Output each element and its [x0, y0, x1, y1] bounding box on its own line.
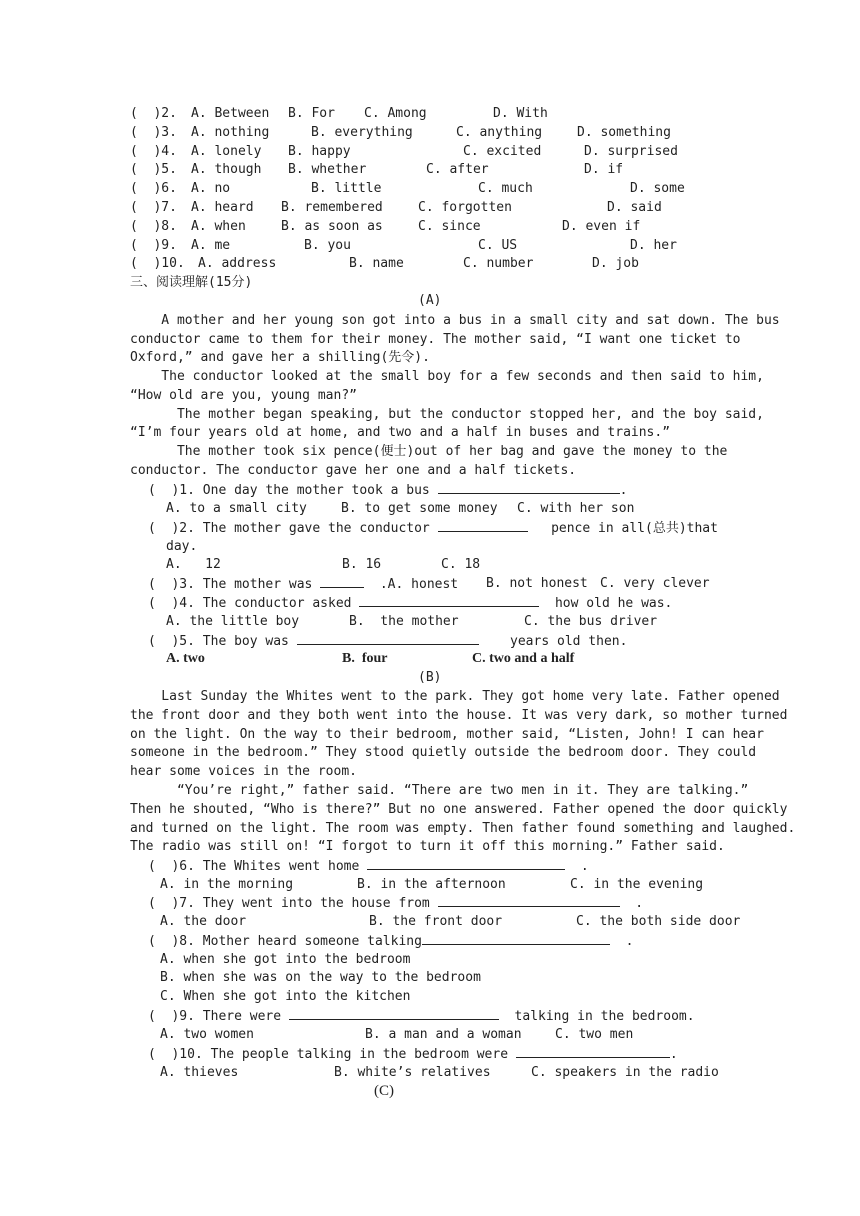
cloze-option-a: A. address [198, 256, 277, 272]
q2-option-a: A. 12 [166, 557, 221, 572]
passage-line: hear some voices in the room. [130, 764, 357, 780]
q9-option-b: B. a man and a woman [365, 1027, 522, 1042]
cloze-option-d: D. some [630, 181, 685, 197]
q3-option-c: C. very clever [600, 576, 710, 591]
q4-option-b: B. the mother [349, 614, 459, 629]
q2-continuation: day. [166, 539, 198, 554]
question-7: ( )7. They went into the house from . [148, 896, 644, 911]
passage-line: “I’m four years old at home, and two and a half in buses and trains.” [130, 425, 671, 441]
cloze-option-c: C. since [418, 218, 481, 234]
q10-option-a: A. thieves [160, 1065, 239, 1080]
cloze-question-number: ( )9. [130, 237, 177, 253]
answer-blank[interactable] [367, 857, 565, 870]
cloze-option-b: B. little [311, 181, 382, 197]
cloze-option-a: A. lonely [191, 143, 262, 159]
answer-blank[interactable] [320, 575, 364, 588]
cloze-option-b: B. For [288, 106, 335, 121]
cloze-question-number: ( )6. [130, 181, 177, 197]
passage-b-label: (B) [418, 670, 442, 685]
q5-option-c: C. two and a half [472, 651, 575, 666]
passage-a-label: (A) [418, 293, 442, 308]
cloze-question-number: ( )8. [130, 218, 177, 234]
cloze-option-d: D. something [577, 124, 671, 140]
question-3: ( )3. The mother was .A. honest [148, 577, 459, 592]
q2-option-b: B. 16 [342, 557, 382, 572]
cloze-option-b: B. remembered [281, 200, 383, 215]
passage-line: The conductor looked at the small boy for a few seconds and then said to him, [130, 369, 764, 385]
cloze-option-b: B. happy [288, 143, 351, 159]
passage-line: Last Sunday the Whites went to the park. They got home very late. Father opened [130, 689, 780, 704]
cloze-option-a: A. heard [191, 200, 254, 215]
q7-option-c: C. the both side door [576, 914, 741, 929]
question-8: ( )8. Mother heard someone talking . [148, 934, 634, 949]
cloze-option-d: D. her [630, 237, 677, 253]
q4-option-c: C. the bus driver [524, 614, 658, 629]
question-4: ( )4. The conductor asked how old he was. [148, 596, 673, 611]
cloze-option-a: A. Between [191, 106, 270, 121]
cloze-option-c: C. after [426, 162, 489, 178]
answer-blank[interactable] [438, 481, 620, 494]
cloze-option-c: C. anything [456, 124, 543, 140]
cloze-option-d: D. job [592, 256, 639, 272]
q8-option-b: B. when she was on the way to the bedroom [160, 970, 481, 985]
passage-line: A mother and her young son got into a bus in a small city and sat down. The bus [130, 313, 780, 328]
cloze-option-c: C. much [478, 181, 533, 197]
question-6: ( )6. The Whites went home . [148, 859, 589, 874]
question-10: ( )10. The people talking in the bedroom were . [148, 1047, 678, 1062]
cloze-option-d: D. With [493, 106, 548, 121]
cloze-question-number: ( )7. [130, 200, 177, 215]
cloze-option-a: A. nothing [191, 124, 270, 140]
cloze-option-c: C. US [478, 237, 518, 253]
cloze-option-b: B. whether [288, 162, 367, 178]
cloze-question-number: ( )4. [130, 143, 177, 159]
passage-c-label: (C) [374, 1083, 394, 1099]
passage-line: Then he shouted, “Who is there?” But no one answered. Father opened the door quickly [130, 801, 788, 817]
passage-line: The mother began speaking, but the conductor stopped her, and the boy said, [130, 406, 764, 422]
cloze-option-c: C. Among [364, 106, 427, 121]
cloze-option-b: B. everything [311, 124, 413, 140]
q8-option-a: A. when she got into the bedroom [160, 952, 411, 967]
cloze-option-d: D. surprised [584, 143, 678, 159]
cloze-question-number: ( )10. [130, 256, 185, 272]
cloze-option-c: C. forgotten [418, 200, 512, 215]
q10-option-b: B. white’s relatives [334, 1065, 491, 1080]
question-5: ( )5. The boy was years old then. [148, 634, 628, 649]
answer-blank[interactable] [297, 632, 479, 645]
passage-line: The mother took six pence(便士)out of her bag and gave the money to the [130, 443, 728, 459]
cloze-option-d: D. if [584, 162, 624, 178]
q5-option-b: B. four [342, 651, 388, 666]
cloze-question-number: ( )5. [130, 162, 177, 178]
passage-line: “You’re right,” father said. “There are two men in it. They are talking.” [130, 783, 749, 798]
q8-option-c: C. When she got into the kitchen [160, 989, 411, 1004]
q6-option-a: A. in the morning [160, 877, 294, 892]
passage-line: on the light. On the way to their bedroom, mother said, “Listen, John! I can hear [130, 726, 764, 742]
passage-line: someone in the bedroom.” They stood quietly outside the bedroom door. They could [130, 745, 757, 761]
cloze-option-c: C. number [463, 256, 534, 272]
passage-line: Oxford,” and gave her a shilling(先令). [130, 350, 430, 366]
passage-line: “How old are you, young man?” [130, 387, 357, 403]
q4-option-a: A. the little boy [166, 614, 300, 629]
question-9: ( )9. There were talking in the bedroom. [148, 1009, 695, 1024]
q2-option-c: C. 18 [441, 557, 481, 572]
cloze-option-b: B. name [349, 256, 404, 272]
answer-blank[interactable] [516, 1045, 670, 1058]
cloze-option-b: B. you [304, 237, 351, 253]
q7-option-b: B. the front door [369, 914, 503, 929]
answer-blank[interactable] [438, 894, 620, 907]
q1-option-b: B. to get some money [341, 501, 498, 516]
passage-line: conductor came to them for their money. The mother said, “I want one ticket to [130, 331, 741, 347]
answer-blank[interactable] [359, 594, 539, 607]
passage-line: conductor. The conductor gave her one and a half tickets. [130, 462, 577, 478]
q6-option-b: B. in the afternoon [357, 877, 506, 892]
question-2: ( )2. The mother gave the conductor pence in all(总共)that [148, 521, 718, 536]
q10-option-c: C. speakers in the radio [531, 1065, 719, 1080]
q1-option-c: C. with her son [517, 501, 635, 516]
cloze-option-b: B. as soon as [281, 218, 383, 234]
cloze-option-d: D. said [607, 200, 662, 215]
cloze-option-d: D. even if [562, 218, 641, 234]
section-title: 三、阅读理解(15分) [130, 275, 253, 290]
cloze-option-c: C. excited [463, 143, 542, 159]
answer-blank[interactable] [422, 932, 610, 945]
q9-option-c: C. two men [555, 1027, 634, 1042]
cloze-question-number: ( )3. [130, 124, 177, 140]
q9-option-a: A. two women [160, 1027, 254, 1042]
answer-blank[interactable] [438, 519, 528, 532]
cloze-option-a: A. no [191, 181, 231, 197]
q6-option-c: C. in the evening [570, 877, 704, 892]
answer-blank[interactable] [289, 1007, 499, 1020]
passage-line: the front door and they both went into the house. It was very dark, so mother turned [130, 707, 788, 723]
q7-option-a: A. the door [160, 914, 247, 929]
passage-line: The radio was still on! “I forgot to turn it off this morning.” Father said. [130, 839, 725, 855]
passage-line: and turned on the light. The room was empty. Then father found something and laughed. [130, 820, 796, 836]
cloze-question-number: ( )2. [130, 106, 177, 121]
cloze-option-a: A. when [191, 218, 246, 234]
cloze-option-a: A. me [191, 237, 231, 253]
q3-option-b: B. not honest [486, 576, 588, 591]
q1-option-a: A. to a small city [166, 501, 307, 516]
q5-option-a: A. two [166, 651, 205, 666]
question-1: ( )1. One day the mother took a bus . [148, 483, 628, 498]
cloze-option-a: A. though [191, 162, 262, 178]
